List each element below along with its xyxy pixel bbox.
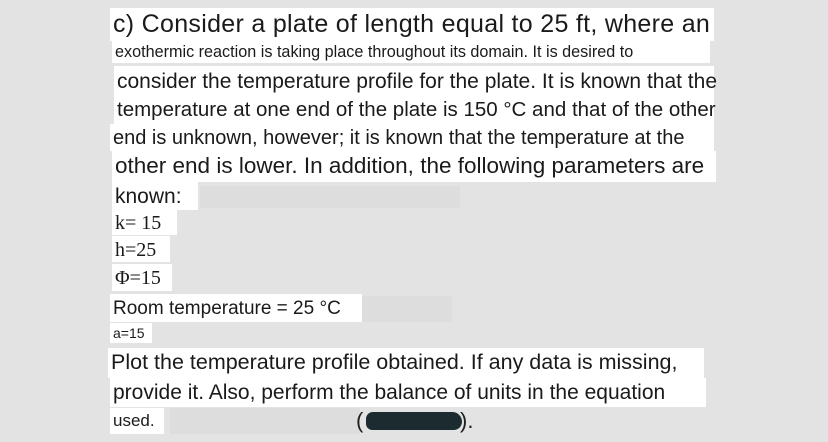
problem-line-7: known:	[112, 182, 198, 210]
problem-line-5: end is unknown, however; it is known that the temperature at the	[110, 124, 714, 151]
close-paren-glyph: ).	[460, 408, 474, 433]
parameter-a: a=15	[110, 323, 152, 343]
instruction-line-1: Plot the temperature profile obtained. If any data is missing,	[108, 348, 704, 378]
open-paren-glyph: (	[356, 408, 364, 433]
parameter-room-temperature: Room temperature = 25 °C	[110, 294, 362, 322]
problem-line-4: temperature at one end of the plate is 150 °C and that of the other	[114, 96, 714, 124]
problem-line-6: other end is lower. In addition, the following parameters are	[112, 151, 716, 182]
problem-line-2: exothermic reaction is taking place throughout its domain. It is desired to	[112, 41, 710, 63]
parameter-h: h=25	[112, 236, 170, 262]
redacted-mark	[356, 406, 474, 438]
instruction-line-3: used.	[110, 408, 164, 434]
background-smudge	[200, 186, 460, 208]
problem-line-3: consider the temperature profile for the plate. It is known that the	[114, 66, 714, 96]
background-smudge	[362, 296, 452, 322]
instruction-line-2: provide it. Also, perform the balance of units in the equation	[110, 378, 706, 407]
problem-line-1: c) Consider a plate of length equal to 25 ft, where an	[110, 8, 714, 41]
redaction-blob	[366, 412, 462, 430]
parameter-phi: Φ=15	[112, 264, 172, 291]
parameter-k: k= 15	[112, 210, 177, 235]
background-smudge	[170, 408, 360, 434]
